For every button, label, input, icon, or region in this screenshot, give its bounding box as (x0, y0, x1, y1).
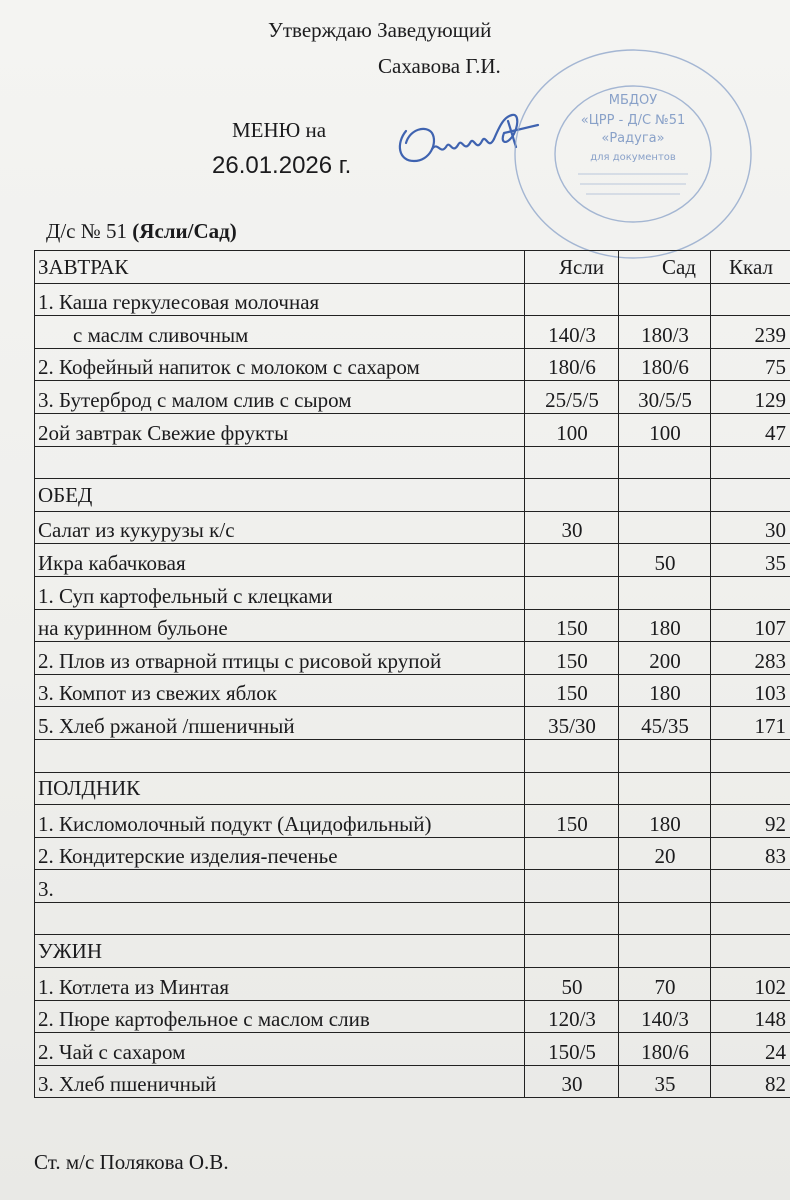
sad-cell: 180 (619, 609, 711, 642)
yasli-cell: 140/3 (525, 316, 619, 349)
kcal-cell: 283 (711, 642, 790, 675)
yasli-cell: 100 (525, 413, 619, 446)
institution-groups: (Ясли/Сад) (132, 219, 237, 243)
dish-name-cell: 1. Кисломолочный подукт (Ацидофильный) (35, 805, 525, 838)
table-row (35, 968, 790, 1001)
section-row (35, 935, 790, 968)
dish-name-cell: с маслм сливочным (35, 316, 525, 349)
approval-title: Утверждаю Заведующий (268, 18, 492, 42)
dish-name-cell: 2. Кондитерские изделия-печенье (35, 837, 525, 870)
sad-cell: 180 (619, 805, 711, 838)
yasli-cell: 180/6 (525, 348, 619, 381)
sad-cell: Сад (619, 251, 711, 284)
yasli-cell: 25/5/5 (525, 381, 619, 414)
yasli-cell (525, 576, 619, 609)
table-row (35, 576, 790, 609)
sad-cell: 70 (619, 968, 711, 1001)
dish-name-cell (35, 902, 525, 935)
kcal-cell: 82 (711, 1065, 790, 1098)
yasli-cell (525, 870, 619, 903)
kcal-cell (711, 283, 790, 316)
yasli-cell (525, 772, 619, 805)
menu-date: 26.01.2026 г. (212, 152, 352, 179)
yasli-cell (525, 837, 619, 870)
sad-cell (619, 446, 711, 479)
dish-name-cell: 3. Компот из свежих яблок (35, 674, 525, 707)
kcal-cell: 107 (711, 609, 790, 642)
dish-name-cell (35, 446, 525, 479)
table-row (35, 446, 790, 479)
kcal-cell: 47 (711, 413, 790, 446)
dish-name-cell: 2. Пюре картофельное с маслом слив (35, 1000, 525, 1033)
kcal-cell: 35 (711, 544, 790, 577)
kcal-cell: Ккал (711, 251, 790, 284)
yasli-cell: 50 (525, 968, 619, 1001)
stamp-icon (508, 42, 758, 267)
sad-cell: 180/3 (619, 316, 711, 349)
dish-name-cell: 3. Хлеб пшеничный (35, 1065, 525, 1098)
kcal-cell: 239 (711, 316, 790, 349)
sad-cell (619, 511, 711, 544)
kcal-cell: 83 (711, 837, 790, 870)
sad-cell: 180 (619, 674, 711, 707)
kcal-cell (711, 935, 790, 968)
yasli-cell (525, 283, 619, 316)
dish-name-cell: 2. Кофейный напиток с молоком с сахаром (35, 348, 525, 381)
dish-name-cell: 2. Чай с сахаром (35, 1033, 525, 1066)
institution-line (46, 219, 237, 244)
yasli-cell: 30 (525, 511, 619, 544)
sad-cell (619, 739, 711, 772)
yasli-cell: 150 (525, 674, 619, 707)
table-header-row (35, 251, 790, 284)
dish-name-cell: Икра кабачковая (35, 544, 525, 577)
table-row (35, 283, 790, 316)
table-row (35, 902, 790, 935)
yasli-cell: 30 (525, 1065, 619, 1098)
yasli-cell: 150 (525, 642, 619, 675)
table-row (35, 381, 790, 414)
menu-label: МЕНЮ на (232, 118, 327, 142)
table-row (35, 511, 790, 544)
stamp-line-4: для документов (590, 152, 676, 163)
dish-name-cell (35, 739, 525, 772)
sad-cell: 200 (619, 642, 711, 675)
yasli-cell (525, 479, 619, 512)
kcal-cell (711, 902, 790, 935)
kcal-cell (711, 446, 790, 479)
stamp-line-3: «Радуга» (601, 131, 665, 146)
stamp-line-2: «ЦРР - Д/С №51 (580, 113, 686, 128)
dish-name-cell: на куринном бульоне (35, 609, 525, 642)
sad-cell: 35 (619, 1065, 711, 1098)
table-row (35, 1065, 790, 1098)
yasli-cell: 35/30 (525, 707, 619, 740)
kcal-cell (711, 576, 790, 609)
kcal-cell: 75 (711, 348, 790, 381)
table-row (35, 674, 790, 707)
table-row (35, 642, 790, 675)
sad-cell (619, 902, 711, 935)
institution-number: Д/с № 51 (46, 219, 128, 243)
table-row (35, 348, 790, 381)
table-row (35, 1033, 790, 1066)
dish-name-cell: 5. Хлеб ржаной /пшеничный (35, 707, 525, 740)
yasli-cell: Ясли (525, 251, 619, 284)
kcal-cell: 129 (711, 381, 790, 414)
dish-name-cell: 3. (35, 870, 525, 903)
dish-name-cell: 1. Суп картофельный с клецками (35, 576, 525, 609)
kcal-cell: 30 (711, 511, 790, 544)
sad-cell (619, 870, 711, 903)
kcal-cell (711, 772, 790, 805)
kcal-cell (711, 739, 790, 772)
dish-name-cell: 2. Плов из отварной птицы с рисовой крупой (35, 642, 525, 675)
dish-name-cell: ЗАВТРАК (35, 251, 525, 284)
yasli-cell (525, 902, 619, 935)
yasli-cell (525, 935, 619, 968)
kcal-cell: 24 (711, 1033, 790, 1066)
stamp-line-1: МБДОУ (608, 93, 658, 108)
dish-name-cell: 3. Бутерброд с малом слив с сыром (35, 381, 525, 414)
table-row (35, 609, 790, 642)
sad-cell: 180/6 (619, 348, 711, 381)
table-row (35, 413, 790, 446)
table-row (35, 316, 790, 349)
sad-cell: 20 (619, 837, 711, 870)
kcal-cell: 92 (711, 805, 790, 838)
sad-cell: 140/3 (619, 1000, 711, 1033)
section-row (35, 479, 790, 512)
yasli-cell: 120/3 (525, 1000, 619, 1033)
kcal-cell: 171 (711, 707, 790, 740)
sad-cell (619, 479, 711, 512)
dish-name-cell: ОБЕД (35, 479, 525, 512)
yasli-cell: 150 (525, 805, 619, 838)
kcal-cell (711, 479, 790, 512)
yasli-cell (525, 739, 619, 772)
yasli-cell (525, 544, 619, 577)
section-row (35, 772, 790, 805)
table-row (35, 544, 790, 577)
nurse-signature-line: Ст. м/с Полякова О.В. (34, 1150, 229, 1174)
table-row (35, 739, 790, 772)
yasli-cell (525, 446, 619, 479)
sad-cell: 180/6 (619, 1033, 711, 1066)
dish-name-cell: 1. Каша геркулесовая молочная (35, 283, 525, 316)
sad-cell (619, 772, 711, 805)
dish-name-cell: 2ой завтрак Свежие фрукты (35, 413, 525, 446)
yasli-cell: 150 (525, 609, 619, 642)
table-row (35, 870, 790, 903)
dish-name-cell: ПОЛДНИК (35, 772, 525, 805)
table-row (35, 837, 790, 870)
sad-cell (619, 935, 711, 968)
sad-cell (619, 283, 711, 316)
table-row (35, 1000, 790, 1033)
kcal-cell: 148 (711, 1000, 790, 1033)
kcal-cell: 102 (711, 968, 790, 1001)
kcal-cell (711, 870, 790, 903)
sad-cell: 50 (619, 544, 711, 577)
yasli-cell: 150/5 (525, 1033, 619, 1066)
table-row (35, 707, 790, 740)
table-row (35, 805, 790, 838)
sad-cell: 45/35 (619, 707, 711, 740)
sad-cell: 30/5/5 (619, 381, 711, 414)
dish-name-cell: 1. Котлета из Минтая (35, 968, 525, 1001)
sad-cell: 100 (619, 413, 711, 446)
approver-name: Сахавова Г.И. (378, 54, 501, 78)
menu-table (34, 250, 790, 1098)
dish-name-cell: УЖИН (35, 935, 525, 968)
sad-cell (619, 576, 711, 609)
kcal-cell: 103 (711, 674, 790, 707)
dish-name-cell: Салат из кукурузы к/с (35, 511, 525, 544)
